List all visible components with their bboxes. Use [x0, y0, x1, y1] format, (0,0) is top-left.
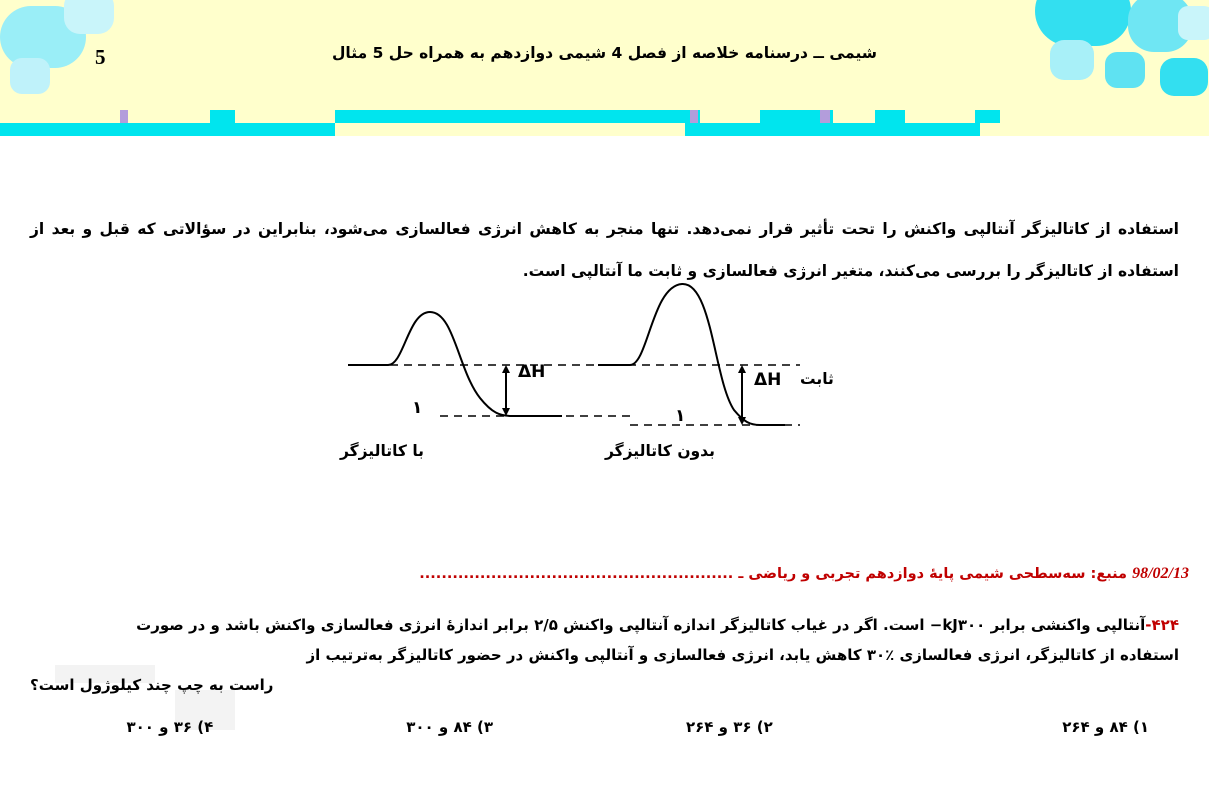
stripe-segment — [335, 123, 685, 136]
decorative-blob — [1178, 6, 1209, 40]
energy-diagram-svg — [330, 270, 875, 470]
source-date: 98/02/13 — [1132, 565, 1189, 582]
stripe-segment — [905, 110, 975, 123]
stripe-segment — [0, 110, 120, 123]
source-text: منبع: سه‌سطحی شیمی پایهٔ دوازدهم تجربی و ریاضی ـ — [738, 566, 1128, 582]
label-with-catalyst: با کاتالیزگر — [340, 442, 424, 460]
stripe-segment — [120, 110, 128, 123]
option-2[interactable]: ۲) ۳۶ و ۲۶۴ — [685, 718, 773, 736]
source-line — [20, 565, 1189, 591]
question-text-1: آنتالپی واکنشی برابر kJ۳۰۰− است. اگر در غیاب کاتالیزگر اندازه آنتالپی واکنش ۲/۵ برابر اندازهٔ انرژی فعالسازی واکنش باشد و در صورت — [136, 616, 1146, 634]
decorative-blob — [64, 0, 114, 34]
label-without-catalyst: بدون کاتالیزگر — [605, 442, 715, 460]
question-line-1 — [30, 610, 1179, 640]
stripe-segment — [820, 110, 830, 123]
stripe-segment — [690, 110, 698, 123]
stripe-segment — [128, 110, 210, 123]
decorative-blob — [1160, 58, 1208, 96]
delta-h-right-label: ΔH — [754, 370, 782, 390]
question-block — [30, 610, 1179, 700]
decorative-blob — [1035, 0, 1131, 46]
option-4[interactable]: ۴) ۳۶ و ۳۰۰ — [126, 718, 214, 736]
stripe-segment — [700, 110, 760, 123]
option-3[interactable]: ۳) ۸۴ و ۳۰۰ — [406, 718, 494, 736]
decorative-blob — [10, 58, 50, 94]
stripe-segment — [235, 110, 335, 123]
stripe-segment — [833, 110, 875, 123]
page-title: شیمی ــ درسنامه خلاصه از فصل 4 شیمی دوازدهم به همراه حل 5 مثال — [331, 44, 878, 62]
stripe-segment — [980, 123, 1209, 136]
question-line-3: راست به چپ چند کیلوژول است؟ — [30, 676, 274, 694]
question-number: ۴۲۴- — [1145, 616, 1179, 634]
energy-diagram-figure — [330, 270, 875, 470]
curve-number-left: ١ — [412, 398, 423, 418]
intro-paragraph: استفاده از کاتالیزگر آنتالپی واکنش را تحت تأثیر قرار نمی‌دهد. تنها منجر به کاهش انرژی فعالسازی می‌شود، بنابراین در سؤالاتی که قبل و بعد از استفاده از کاتالیزگر را بررسی می‌کنند، متغیر انرژی فعالسازی و ثابت ما آنتالپی است. — [30, 220, 1179, 280]
page-number: 5 — [95, 45, 106, 69]
curve-number-right: ١ — [675, 406, 686, 426]
question-line-2: استفاده از کاتالیزگر، انرژی فعالسازی ٪۳۰ کاهش یابد، انرژی فعالسازی و آنتالپی واکنش در حضور کاتالیزگر به‌ترتیب از — [306, 646, 1179, 664]
page-header — [0, 0, 1209, 110]
delta-h-left-label: ΔH — [518, 362, 546, 382]
answer-options — [30, 718, 1179, 736]
source-dots: ......................................................... — [419, 566, 734, 582]
stripe-segment — [1000, 110, 1209, 123]
constant-label: ثابت — [800, 370, 834, 388]
decorative-stripe-band — [0, 110, 1209, 136]
option-1[interactable]: ۱) ۸۴ و ۲۶۴ — [1062, 718, 1149, 736]
